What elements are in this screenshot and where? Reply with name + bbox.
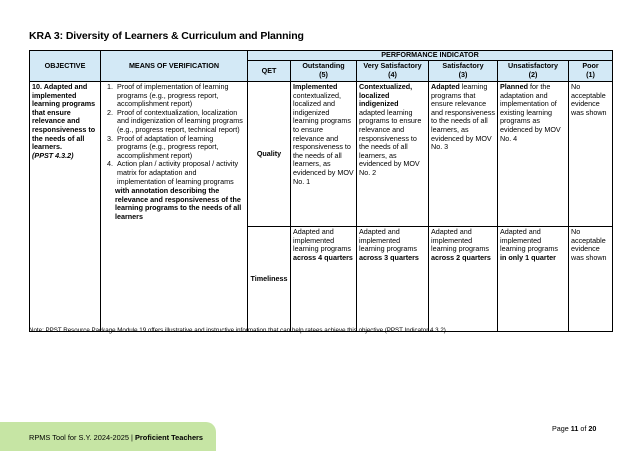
kra-title: KRA 3: Diversity of Learners & Curriculum and Planning <box>29 30 304 42</box>
rubric-table <box>29 50 613 332</box>
quality-rating-2: Planned for the adaptation and implementation of existing learning programs as evidenced by MOV No. 4 <box>498 82 569 227</box>
footnote: Note: PPST Resource Package Module 19 offers illustrative and instructive information that can help ratees achieve this objective (PPST Indicator 4.3.2). <box>29 327 448 334</box>
mov-item-3: 3. Proof of adaptation of learning programs (e.g., progress report, accomplishment report) <box>115 135 245 161</box>
timeliness-rating-1: No acceptable evidence was shown <box>569 227 613 332</box>
objective-cell: 10. Adapted and implemented learning programs that ensure relevance and responsiveness to the needs of all learners. (PPST 4.3.2) <box>30 82 101 332</box>
timeliness-rating-4: Adapted and implemented learning programs across 3 quarters <box>357 227 429 332</box>
mov-annotation: with annotation describing the relevance and responsiveness of the learning programs to the needs of all learners <box>115 186 242 221</box>
qet-timeliness: Timeliness <box>248 227 291 332</box>
header-rating-5: Outstanding (5) <box>291 61 357 82</box>
header-rating-2: Unsatisfactory (2) <box>498 61 569 82</box>
mov-item-4: 4. Action plan / activity proposal / activity matrix for adaptation and implementation of learning programs <box>115 160 245 186</box>
mov-item-1: 1. Proof of implementation of learning programs (e.g., progress report, accomplishment report) <box>115 83 245 109</box>
mov-list <box>103 83 245 186</box>
quality-rating-4: Contextualized, localized indigenized adapted learning programs to ensure relevance and responsiveness to the needs of all learners, as evidenced by MOV No. 2 <box>357 82 429 227</box>
timeliness-rating-3: Adapted and implemented learning programs across 2 quarters <box>429 227 498 332</box>
header-objective: OBJECTIVE <box>30 51 101 82</box>
quality-rating-5: Implemented contextualized, localized and indigenized learning programs to ensure relevance and responsiveness to the needs of all learners, as evidenced by MOV No. 1 <box>291 82 357 227</box>
quality-rating-3: Adapted learning programs that ensure relevance and responsiveness to the needs of all learners, as evidenced by MOV No. 3 <box>429 82 498 227</box>
timeliness-rating-2: Adapted and implemented learning programs in only 1 quarter <box>498 227 569 332</box>
footer-text: RPMS Tool for S.Y. 2024-2025 | Proficient Teachers <box>29 433 204 442</box>
header-performance-indicator: PERFORMANCE INDICATOR <box>248 51 613 61</box>
qet-quality: Quality <box>248 82 291 227</box>
mov-item-2: 2. Proof of contextualization, localization and indigenization of learning programs (e.g., progress report, technical report) <box>115 109 245 135</box>
timeliness-rating-5: Adapted and implemented learning programs across 4 quarters <box>291 227 357 332</box>
quality-rating-1: No acceptable evidence was shown <box>569 82 613 227</box>
header-rating-1: Poor (1) <box>569 61 613 82</box>
header-rating-3: Satisfactory (3) <box>429 61 498 82</box>
page-number: Page 11 of 20 <box>552 424 597 433</box>
header-means-of-verification: MEANS OF VERIFICATION <box>101 51 248 82</box>
header-rating-4: Very Satisfactory (4) <box>357 61 429 82</box>
means-of-verification-cell <box>101 82 248 332</box>
header-qet: QET <box>248 61 291 82</box>
